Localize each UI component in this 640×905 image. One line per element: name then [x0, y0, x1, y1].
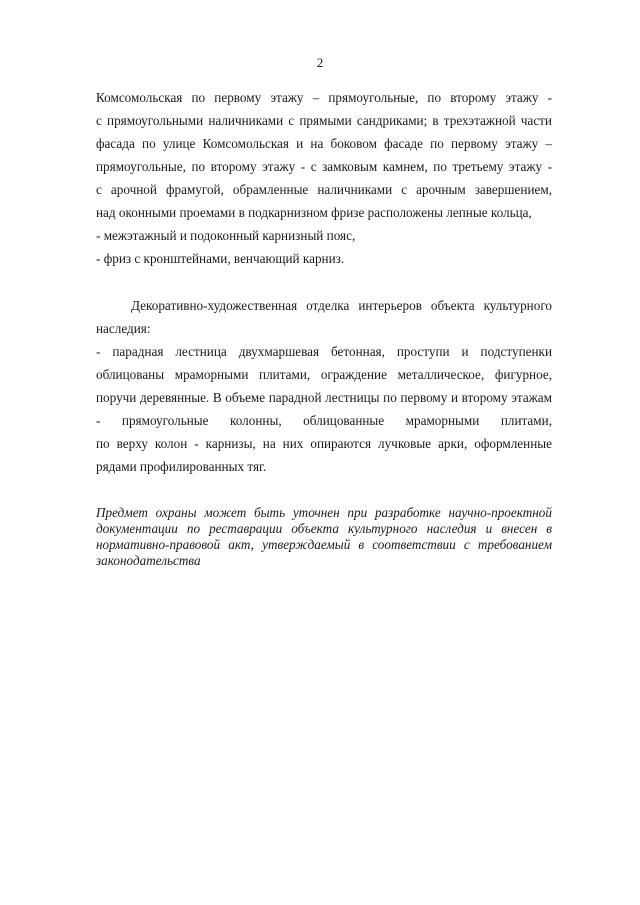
text-line: - парадная лестница двухмаршевая бетонная, проступи и подступенки — [96, 344, 552, 359]
text-line: облицованы мраморными плитами, ограждение металлическое, фигурное, — [96, 367, 552, 382]
note-line: Предмет охраны может быть уточнен при разработке научно-проектной — [96, 505, 552, 520]
page-number: 2 — [316, 55, 324, 70]
section-heading-line: наследия: — [96, 321, 151, 336]
text-line: прямоугольные, по второму этажу - с замковым камнем, по третьему этажу - — [96, 159, 552, 174]
text-line: поручи деревянные. В объеме парадной лестницы по первому и второму этажам — [96, 390, 552, 405]
text-line: с прямоугольными наличниками с прямыми сандриками; в трехэтажной части — [96, 113, 552, 128]
list-item: - фриз с кронштейнами, венчающий карниз. — [96, 251, 345, 266]
note-line: нормативно-правовой акт, утверждаемый в соответствии с требованием — [96, 537, 552, 552]
text-line: с арочной фрамугой, обрамленные наличниками с арочным завершением, — [96, 182, 552, 197]
text-line: Комсомольская по первому этажу – прямоугольные, по второму этажу - — [96, 90, 552, 105]
text-line: фасада по улице Комсомольская и на боковом фасаде по первому этажу – — [96, 136, 552, 151]
text-line: по верху колон - карнизы, на них опираются лучковые арки, оформленные — [96, 436, 552, 451]
text-line: - прямоугольные колонны, облицованные мраморными плитами, — [96, 413, 552, 428]
text-line: над оконными проемами в подкарнизном фризе расположены лепные кольца, — [96, 205, 532, 220]
note-line: документации по реставрации объекта культурного наследия и внесен в — [96, 521, 552, 536]
list-item: - межэтажный и подоконный карнизный пояс, — [96, 228, 356, 243]
note-line: законодательства — [96, 553, 201, 568]
text-line: рядами профилированных тяг. — [96, 459, 267, 474]
section-heading-line: Декоративно-художественная отделка интерьеров объекта культурного — [131, 298, 552, 313]
